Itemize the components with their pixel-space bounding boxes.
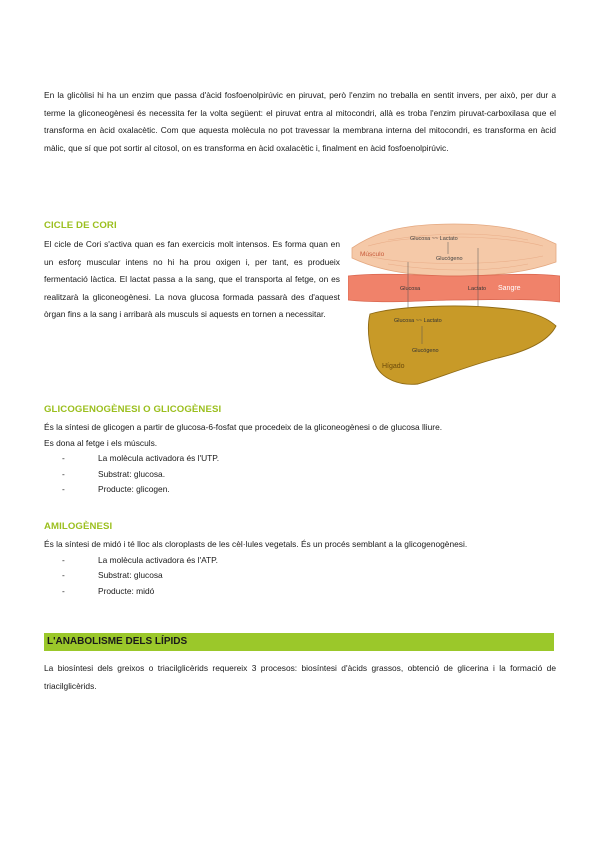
glicogen-line-1: És la síntesi de glicogen a partir de glucosa-6-fosfat que procedeix de la gliconeogènesi o de glucosa lliure.	[44, 422, 443, 432]
blood-vessel	[348, 274, 560, 302]
muscle-top-label: Glucosa ~~ Lactato	[410, 236, 458, 242]
blood-lactate-label: Lactato	[468, 286, 487, 292]
list-item: - Producte: midó	[62, 585, 155, 596]
intro-paragraph: En la glicòlisi hi ha un enzim que passa d'àcid fosfoenolpirúvic en piruvat, però l'enzim no treballa en sentit invers, per això, per dur a terme la gliconeogènesi és necessita fer la volta següent: el piruvat entra al mitocondri, allà es troba l'enzim piruvat-carboxilasa que el transforma en àcid oxalacètic. Com que aquesta molècula no pot travessar la membrana interna del mitocondri, es transforma en àcid màlic, que sí que pot sortir al citosol, on es transforma en àcid oxalacètic i, finalment en àcid fosfoenolpirúvic.	[44, 90, 556, 153]
list-item: - Substrat: glucosa	[62, 570, 163, 580]
amilo-line-1: És la síntesi de midó i té lloc als cloroplasts de les cèl·lules vegetals. És un procés semblant a la glicogenogènesi.	[44, 539, 468, 549]
list-item: - Substrat: glucosa.	[62, 468, 166, 479]
glicogen-section	[44, 420, 556, 498]
muscle-label: Músculo	[360, 251, 385, 258]
glicogen-heading: GLICOGENOGÈNESI O GLICOGÈNESI	[44, 404, 222, 415]
lipids-banner-title: L'ANABOLISME DELS LÍPIDS	[47, 636, 188, 647]
liver-top-label: Glucosa ~~ Lactato	[394, 318, 442, 324]
glicogen-list	[44, 451, 556, 498]
cori-paragraph: El cicle de Cori s'activa quan es fan exercicis molt intensos. Es forma quan en un esforç muscular intens no hi ha prou oxigen i, per tant, es produeix fermentació làctica. El lactat passa a la sang, que el transporta al fetge, on es realitzarà la gliconeogènesi. La nova glucosa formada passarà des d'aquest òrgan fins a la sang i arribarà als musculs si aquests en tornen a necessitar.	[44, 239, 340, 319]
glicogen-line-2: Es dona al fetge i els músculs.	[44, 437, 158, 448]
amilo-heading: AMILOGÈNESI	[44, 521, 113, 532]
cori-cycle-figure	[348, 218, 560, 388]
lipids-section-banner	[44, 633, 554, 651]
muscle-glycogen-label: Glucógeno	[436, 256, 463, 262]
list-item: - La molècula activadora és l'UTP.	[62, 453, 220, 463]
liver-label: Hígado	[382, 363, 405, 370]
cori-heading: CICLE DE CORI	[44, 220, 117, 231]
lipids-paragraph: La biosíntesi dels greixos o triacilglicèrids requereix 3 procesos: biosíntesi d'àcids grassos, obtenció de glicerina i la formació de triacilglicèrids.	[44, 663, 556, 691]
muscle-shape	[352, 224, 556, 276]
amilo-list	[44, 553, 556, 600]
list-item: - La molècula activadora és l'ATP.	[62, 554, 218, 565]
blood-glucose-label: Glucosa	[400, 286, 421, 292]
list-item: - Producte: glicogen.	[62, 484, 170, 494]
liver-glycogen-label: Glucógeno	[412, 348, 439, 354]
amilo-section	[44, 537, 556, 599]
blood-label: Sangre	[498, 285, 521, 292]
